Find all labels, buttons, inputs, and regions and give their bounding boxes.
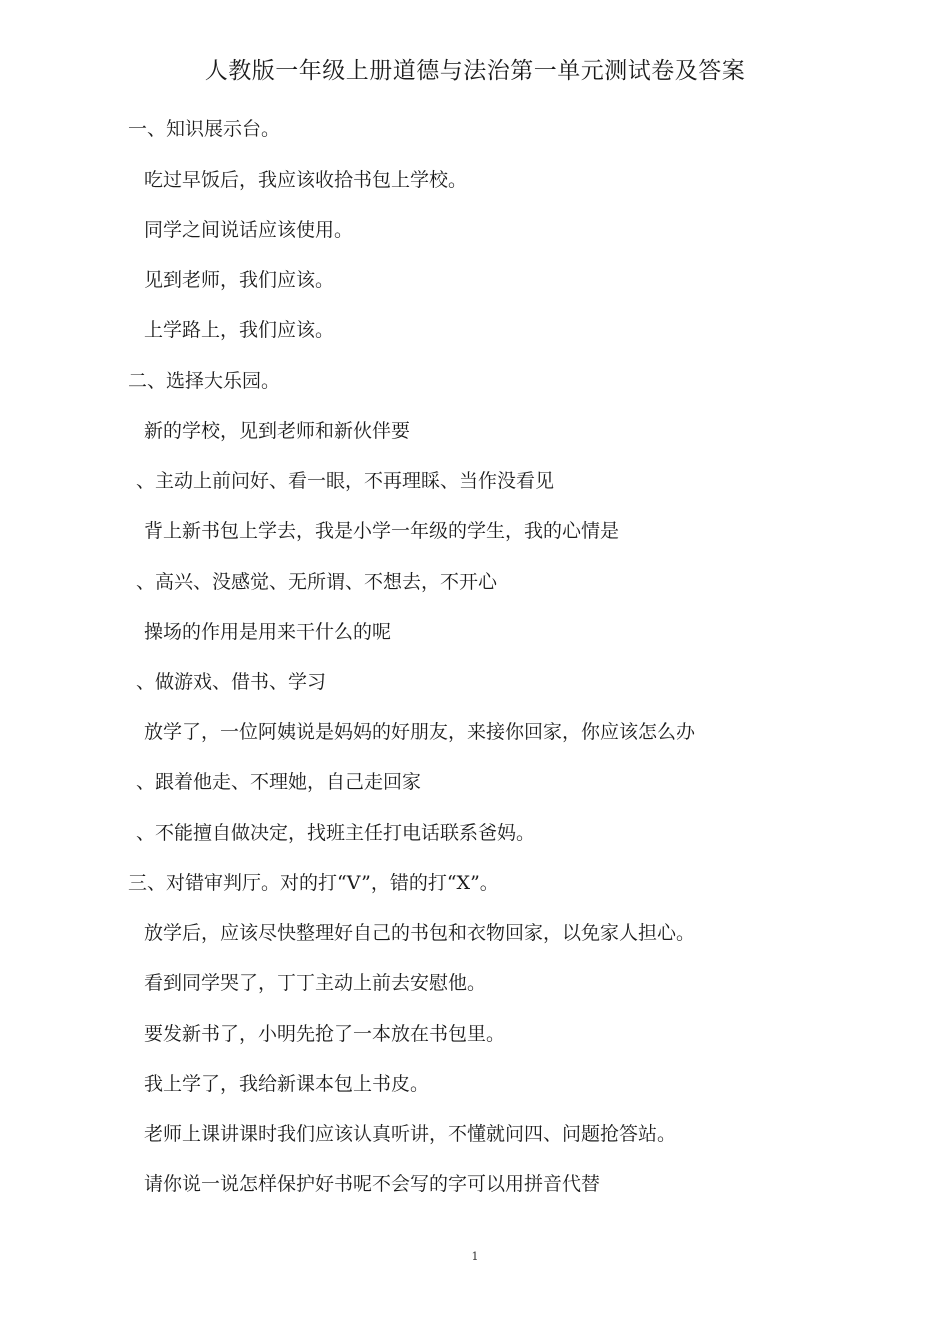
- answer-options: 、跟着他走、不理她，自己走回家: [136, 771, 422, 793]
- question-text: 见到老师，我们应该。: [144, 269, 335, 291]
- answer-options: 、主动上前问好、看一眼，不再理睬、当作没看见: [136, 470, 555, 492]
- answer-options: 、做游戏、借书、学习: [136, 671, 327, 693]
- document-title: 人教版一年级上册道德与法治第一单元测试卷及答案: [204, 58, 746, 84]
- page-number: 1: [471, 1250, 479, 1263]
- statement-text: 放学后，应该尽快整理好自己的书包和衣物回家，以免家人担心。: [144, 922, 696, 944]
- question-text: 请你说一说怎样保护好书呢不会写的字可以用拼音代替: [144, 1173, 601, 1195]
- statement-text: 看到同学哭了，丁丁主动上前去安慰他。: [144, 972, 487, 994]
- statement-text: 老师上课讲课时我们应该认真听讲，不懂就问四、问题抢答站。: [144, 1123, 677, 1145]
- answer-options: 、高兴、没感觉、无所谓、不想去，不开心: [136, 571, 498, 593]
- question-text: 背上新书包上学去，我是小学一年级的学生，我的心情是: [144, 520, 620, 542]
- statement-text: 要发新书了，小明先抢了一本放在书包里。: [144, 1023, 506, 1045]
- question-text: 放学了，一位阿姨说是妈妈的好朋友，来接你回家，你应该怎么办: [144, 721, 696, 743]
- statement-text: 我上学了，我给新课本包上书皮。: [144, 1073, 430, 1095]
- section-heading-1: 一、知识展示台。: [128, 118, 281, 140]
- question-text: 同学之间说话应该使用。: [144, 219, 354, 241]
- section-heading-2: 二、选择大乐园。: [128, 370, 281, 392]
- question-text: 操场的作用是用来干什么的呢: [144, 621, 392, 643]
- section-heading-3: 三、对错审判厅。对的打“V”，错的打“X”。: [128, 872, 499, 894]
- question-text: 新的学校，见到老师和新伙伴要: [144, 420, 411, 442]
- answer-options: 、不能擅自做决定，找班主任打电话联系爸妈。: [136, 822, 536, 844]
- question-text: 上学路上，我们应该。: [144, 319, 335, 341]
- question-text: 吃过早饭后，我应该收拾书包上学校。: [144, 169, 468, 191]
